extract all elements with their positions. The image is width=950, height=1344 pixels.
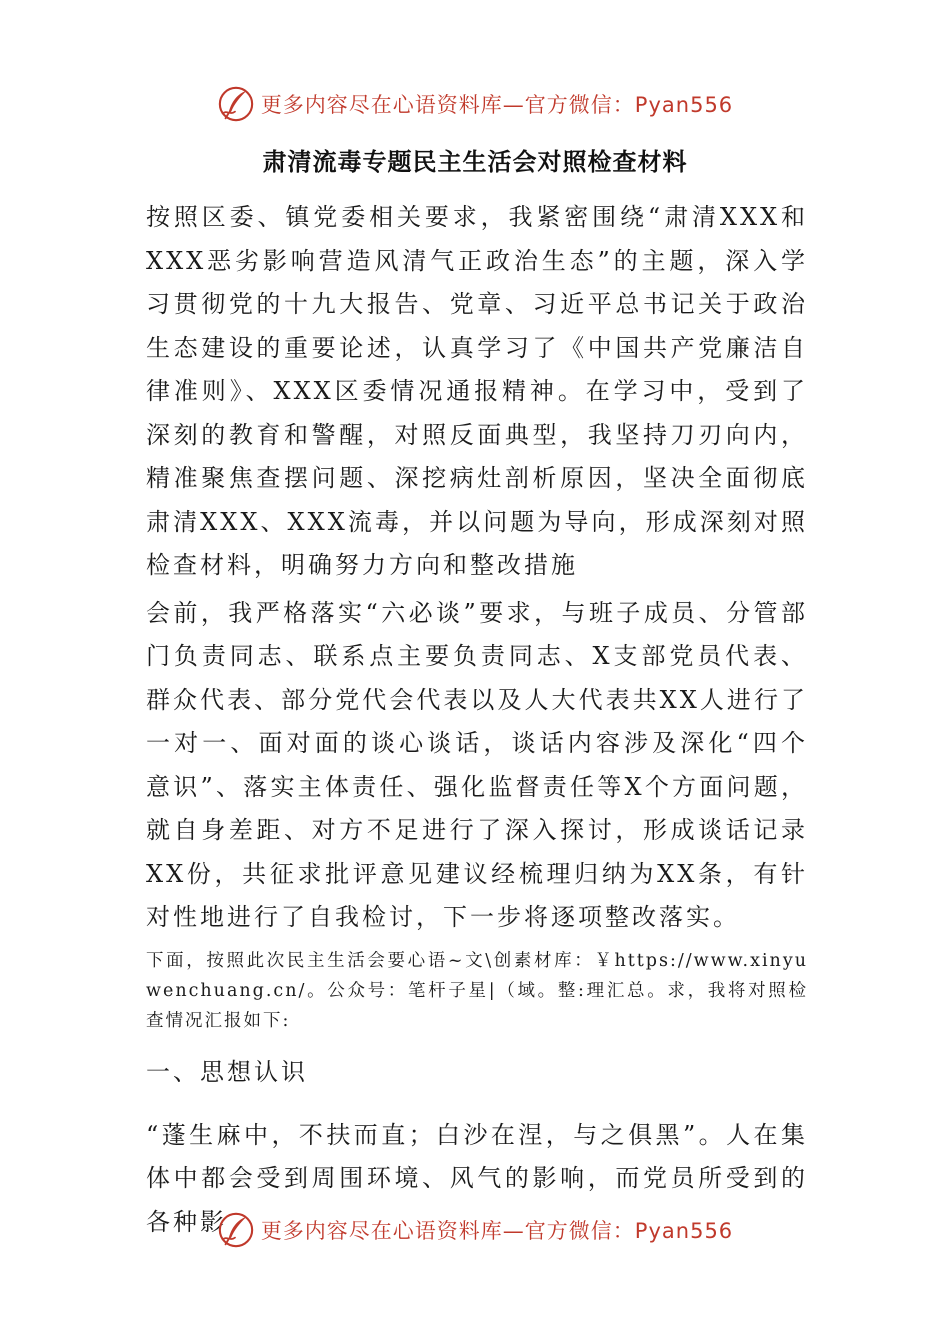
paragraph-transition: 下面，按照此次民主生活会要心语~文\创素材库：￥https://www.xinyuwenchuang.cn/。公众号：笔杆子星|（域。整:理汇总。求，我将对照检查情况汇报如下: — [146, 950, 808, 1031]
quill-pen-circle-icon — [217, 85, 255, 123]
paragraph-intro: 按照区委、镇党委相关要求，我紧密围绕“肃清XXX和XXX恶劣影响营造风清气正政治生态”的主题，深入学习贯彻党的十九大报告、党章、习近平总书记关于政治生态建设的重要论述，认真学习了《中国共产党廉洁自律准则》、XXX区委情况通报精神。在学习中，受到了深刻的教育和警醒，对照反面典型，我坚持刀刃向内，精准聚焦查摆问题、深挖病灶剖析原因，坚决全面彻底肃清XXX、XXX流毒，并以问题为导向，形成深刻对照检查材料，明确努力方向和整改措施 — [146, 203, 808, 579]
banner-text: 更多内容尽在心语资料库—官方微信：Pyan556 — [260, 1219, 734, 1243]
section-heading: 一、思想认识 — [146, 1057, 308, 1086]
footer-banner — [0, 1208, 950, 1252]
paragraph-talks: 会前，我严格落实“六必谈”要求，与班子成员、分管部门负责同志、联系点主要负责同志、X支部党员代表、群众代表、部分党代会代表以及人大代表共XX人进行了一对一、面对面的谈心谈话，谈话内容涉及深化“四个意识”、落实主体责任、强化监督责任等X个方面问题，就自身差距、对方不足进行了深入探讨，形成谈话记录XX份，共征求批评意见建议经梳理归纳为XX条，有针对性地进行了自我检讨，下一步将逐项整改落实。 — [146, 598, 808, 931]
header-banner — [0, 82, 950, 126]
document-body — [146, 196, 808, 1244]
banner-text: 更多内容尽在心语资料库—官方微信：Pyan556 — [260, 93, 734, 117]
document-title: 肃清流毒专题民主生活会对照检查材料 — [262, 148, 688, 176]
quill-pen-circle-icon — [217, 1211, 255, 1249]
paragraph-section-one: “蓬生麻中，不扶而直；白沙在涅，与之俱黑”。人在集体中都会受到周围环境、风气的影响，而党员所受到的各种影 — [146, 1120, 808, 1236]
